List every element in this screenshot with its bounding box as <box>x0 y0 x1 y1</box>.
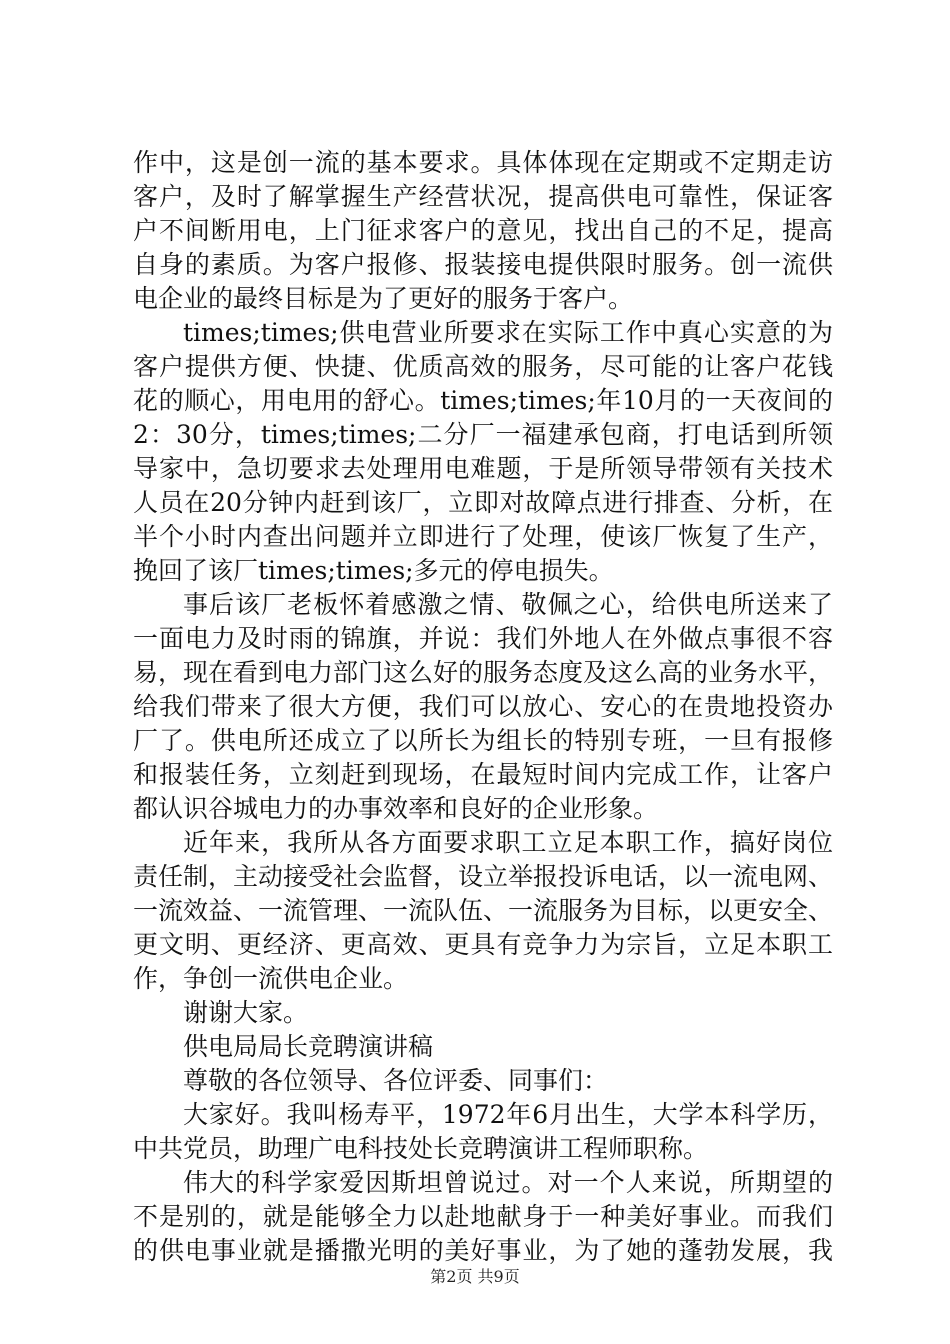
text-line: 作中，这是创一流的基本要求。具体体现在定期或不定期走访 <box>133 148 833 177</box>
text-line: 供电局局长竞聘演讲稿 <box>183 1032 434 1061</box>
text-line: 易，现在看到电力部门这么好的服务态度及这么高的业务水平， <box>133 658 833 687</box>
text-line: 厂了。供电所还成立了以所长为组长的特别专班，一旦有报修 <box>133 726 833 755</box>
text-line: 近年来，我所从各方面要求职工立足本职工作，搞好岗位 <box>183 828 833 857</box>
document-body <box>133 146 833 1268</box>
text-line: 的供电事业就是播撒光明的美好事业，为了她的蓬勃发展，我 <box>133 1236 833 1265</box>
page-number-footer: 第2页 共9页 <box>430 1267 520 1286</box>
text-line: 尊敬的各位领导、各位评委、同事们： <box>183 1066 609 1095</box>
text-line: 客户，及时了解掌握生产经营状况，提高供电可靠性，保证客 <box>133 182 833 211</box>
text-line: 导家中，急切要求去处理用电难题，于是所领导带领有关技术 <box>133 454 833 483</box>
text-line: times;times;供电营业所要求在实际工作中真心实意的为 <box>183 318 833 347</box>
text-line: 责任制，主动接受社会监督，设立举报投诉电话，以一流电网、 <box>133 862 833 891</box>
text-line: 作，争创一流供电企业。 <box>133 964 409 993</box>
text-line: 中共党员，助理广电科技处长竞聘演讲工程师职称。 <box>133 1134 709 1163</box>
text-line: 和报装任务，立刻赶到现场，在最短时间内完成工作，让客户 <box>133 760 833 789</box>
text-line: 给我们带来了很大方便，我们可以放心、安心的在贵地投资办 <box>133 692 833 721</box>
text-line: 伟大的科学家爱因斯坦曾说过。对一个人来说，所期望的 <box>183 1168 833 1197</box>
text-line: 大家好。我叫杨寿平，1972年6月出生，大学本科学历， <box>183 1100 833 1129</box>
text-line: 不是别的，就是能够全力以赴地献身于一种美好事业。而我们 <box>133 1202 833 1231</box>
text-line: 一流效益、一流管理、一流队伍、一流服务为目标，以更安全、 <box>133 896 833 925</box>
text-line: 都认识谷城电力的办事效率和良好的企业形象。 <box>133 794 659 823</box>
text-line: 自身的素质。为客户报修、报装接电提供限时服务。创一流供 <box>133 250 833 279</box>
text-line: 挽回了该厂times;times;多元的停电损失。 <box>133 556 614 585</box>
text-line: 客户提供方便、快捷、优质高效的服务，尽可能的让客户花钱 <box>133 352 833 381</box>
text-line: 户不间断用电，上门征求客户的意见，找出自己的不足，提高 <box>133 216 833 245</box>
text-line: 半个小时内查出问题并立即进行了处理，使该厂恢复了生产， <box>133 522 833 551</box>
text-line: 一面电力及时雨的锦旗，并说：我们外地人在外做点事很不容 <box>133 624 833 653</box>
text-line: 更文明、更经济、更高效、更具有竞争力为宗旨，立足本职工 <box>133 930 833 959</box>
text-line: 2：30分，times;times;二分厂一福建承包商，打电话到所领 <box>133 420 833 449</box>
text-line: 电企业的最终目标是为了更好的服务于客户。 <box>133 284 634 313</box>
text-line: 事后该厂老板怀着感激之情、敬佩之心，给供电所送来了 <box>183 590 833 619</box>
text-line: 谢谢大家。 <box>183 998 309 1027</box>
text-line: 人员在20分钟内赶到该厂，立即对故障点进行排查、分析，在 <box>133 488 833 517</box>
text-line: 花的顺心，用电用的舒心。times;times;年10月的一天夜间的 <box>133 386 833 415</box>
